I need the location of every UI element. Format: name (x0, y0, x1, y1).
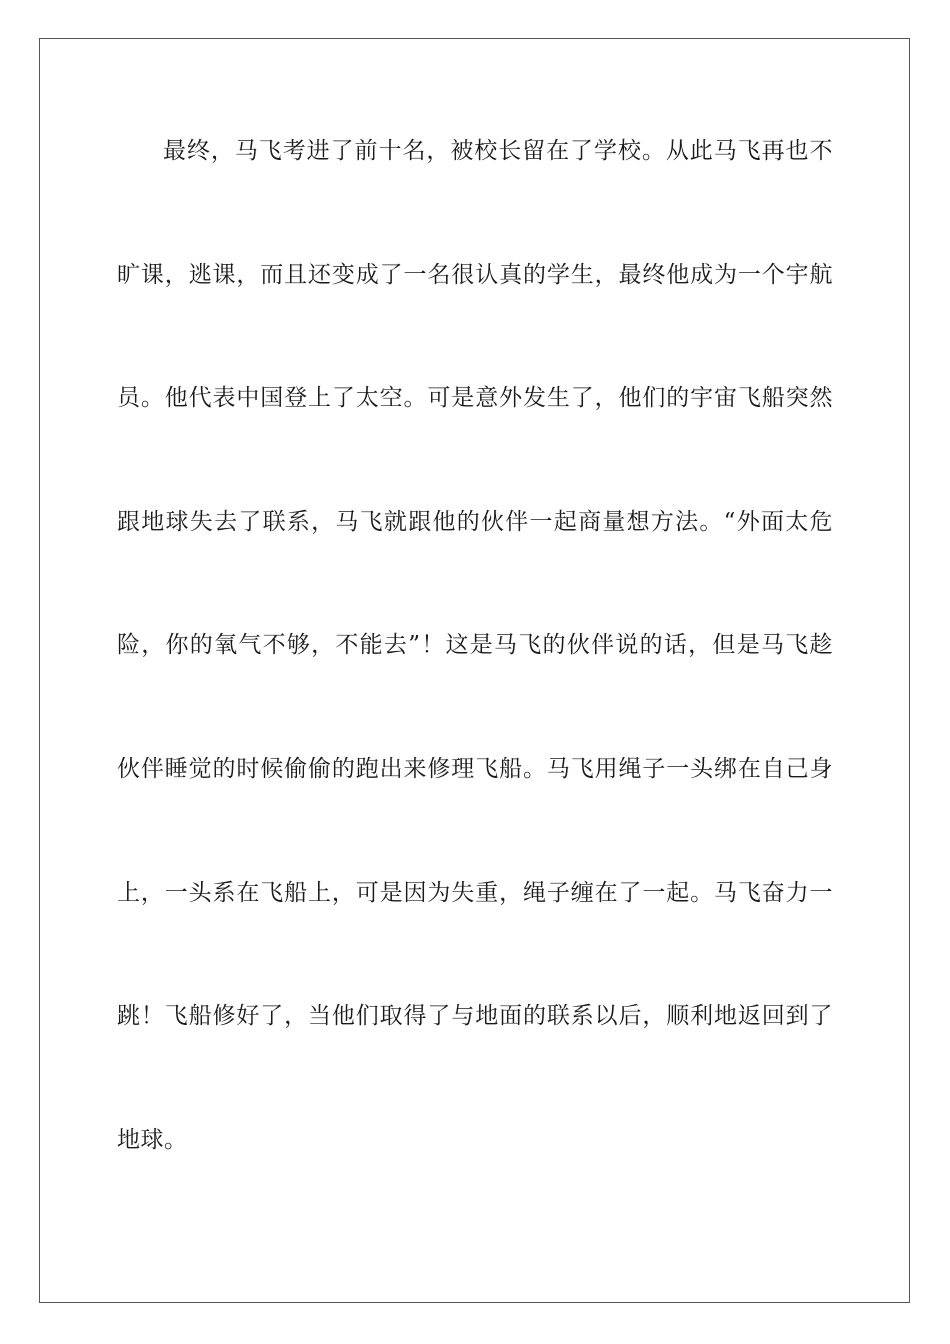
text-line-9: 地球。 (117, 1126, 188, 1153)
text-line-5: 险，你的氧气不够，不能去”！这是马飞的伙伴说的话，但是马飞趁 (117, 632, 833, 659)
text-line-7: 上，一头系在飞船上，可是因为失重，绳子缠在了一起。马飞奋力一 (117, 879, 833, 906)
story-paragraph (117, 126, 833, 1238)
text-line-2: 旷课，逃课，而且还变成了一名很认真的学生，最终他成为一个宇航 (117, 261, 833, 288)
text-line-8: 跳！飞船修好了，当他们取得了与地面的联系以后，顺利地返回到了 (117, 1003, 833, 1030)
text-line-4: 跟地球失去了联系，马飞就跟他的伙伴一起商量想方法。“外面太危 (117, 508, 833, 535)
text-line-3: 员。他代表中国登上了太空。可是意外发生了，他们的宇宙飞船突然 (117, 385, 833, 412)
text-line-6: 伙伴睡觉的时候偷偷的跑出来修理飞船。马飞用绳子一头绑在自己身 (117, 755, 833, 782)
text-line-1: 最终，马飞考进了前十名，被校长留在了学校。从此马飞再也不 (163, 138, 833, 164)
